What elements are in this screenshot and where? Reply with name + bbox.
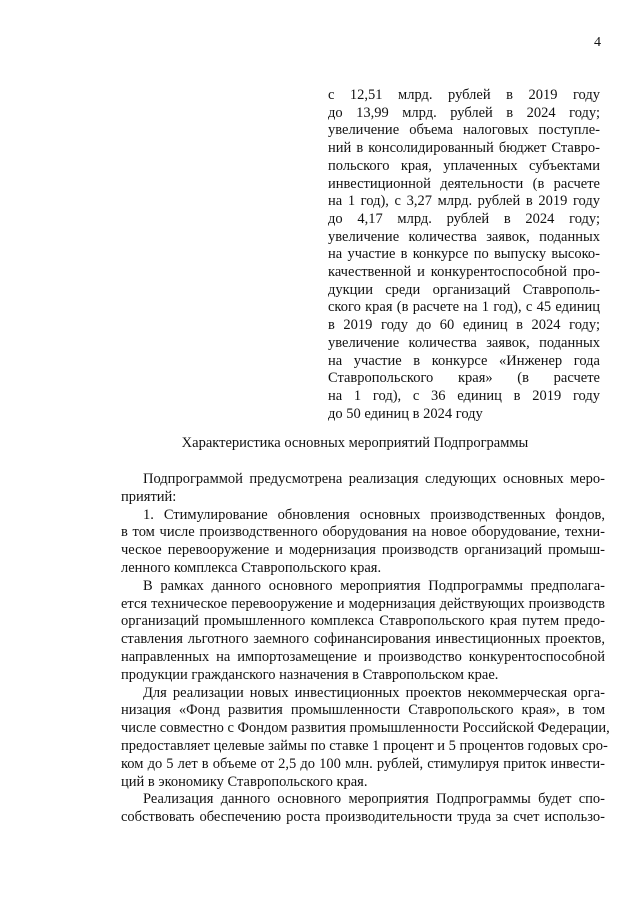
indicator-line: дукции среди организаций Ставрополь-	[328, 281, 600, 298]
paragraph-line: Подпрограммой предусмотрена реализация следующих основных меро-	[143, 471, 605, 487]
body-text	[121, 471, 610, 827]
indicator-line: ского края (в расчете на 1 год), с 45 единиц	[328, 299, 600, 316]
indicator-line: Ставропольского края» (в расчете	[328, 370, 600, 387]
paragraph-line: продукции гражданского назначения в Ставропольском крае.	[121, 666, 499, 683]
indicator-line: на участие в конкурсе «Инженер года	[328, 352, 600, 369]
indicator-line: польского края, уплаченных субъектами	[328, 157, 600, 174]
indicator-line: ний в консолидированный бюджет Ставро-	[328, 140, 600, 157]
paragraph-line: Для реализации новых инвестиционных проектов некоммерческая орга-	[143, 684, 605, 701]
paragraph-line: 1. Стимулирование обновления основных производственных фондов,	[143, 506, 605, 523]
indicator-line: увеличение объема налоговых поступле-	[328, 122, 600, 139]
paragraph-line: Реализация данного основного мероприятия Подпрограммы будет спо-	[143, 791, 605, 808]
paragraph-line: ленного комплекса Ставропольского края.	[121, 559, 382, 576]
indicator-line: на 1 год), с 36 единиц в 2019 году	[328, 387, 600, 404]
indicator-line: на участие в конкурсе по выпуску высоко-	[328, 246, 600, 263]
indicator-line: до 50 единиц в 2024 году	[328, 405, 483, 422]
indicator-line: увеличение количества заявок, поданных	[328, 334, 600, 351]
indicator-line: в 2019 году до 60 единиц в 2024 году;	[328, 317, 600, 334]
indicator-line: с 12,51 млрд. рублей в 2019 году	[328, 87, 600, 103]
paragraph-line: числе совместно с Фондом развития промышленности Российской Федерации,	[121, 720, 610, 737]
section-heading: Характеристика основных мероприятий Подпрограммы	[181, 435, 529, 451]
indicators-column	[328, 87, 600, 423]
paragraph-line: ческое перевооружение и модернизация производств организаций промыш-	[121, 542, 605, 559]
indicator-line: качественной и конкурентоспособной про-	[328, 264, 600, 281]
indicator-line: увеличение количества заявок, поданных	[328, 228, 600, 245]
paragraph-line: низация «Фонд развития промышленности Ставропольского края», в том	[121, 702, 605, 719]
paragraph-line: ций в экономику Ставропольского края.	[121, 773, 368, 790]
paragraph-line: предоставляет целевые займы по ставке 1 процент и 5 процентов годовых сро-	[121, 737, 608, 754]
paragraph-line: В рамках данного основного мероприятия Подпрограммы предполага-	[143, 577, 605, 594]
paragraph-line: направленных на импортозамещение и производство конкурентоспособной	[121, 648, 605, 665]
indicator-line: инвестиционной деятельности (в расчете	[328, 175, 600, 192]
paragraph-line: ставления льготного заемного софинансирования инвестиционных проектов,	[121, 631, 605, 648]
paragraph-line: ется техническое перевооружение и модернизация действующих производств	[121, 595, 605, 612]
indicator-line: до 4,17 млрд. рублей в 2024 году;	[328, 210, 600, 227]
indicator-line: до 13,99 млрд. рублей в 2024 году;	[328, 104, 600, 121]
paragraph-line: собствовать обеспечению роста производительности труда за счет использо-	[121, 809, 605, 826]
paragraph-line: приятий:	[121, 488, 177, 505]
paragraph-line: ком до 5 лет в объеме от 2,5 до 100 млн. рублей, стимулируя приток инвести-	[121, 755, 605, 772]
paragraph-line: организаций промышленного комплекса Ставропольского края путем предо-	[121, 613, 605, 630]
indicator-line: на 1 год), с 3,27 млрд. рублей в 2019 году	[328, 193, 600, 210]
paragraph-line: в том числе производственного оборудования на новое оборудование, техни-	[121, 524, 605, 541]
page-number: 4	[594, 35, 601, 50]
